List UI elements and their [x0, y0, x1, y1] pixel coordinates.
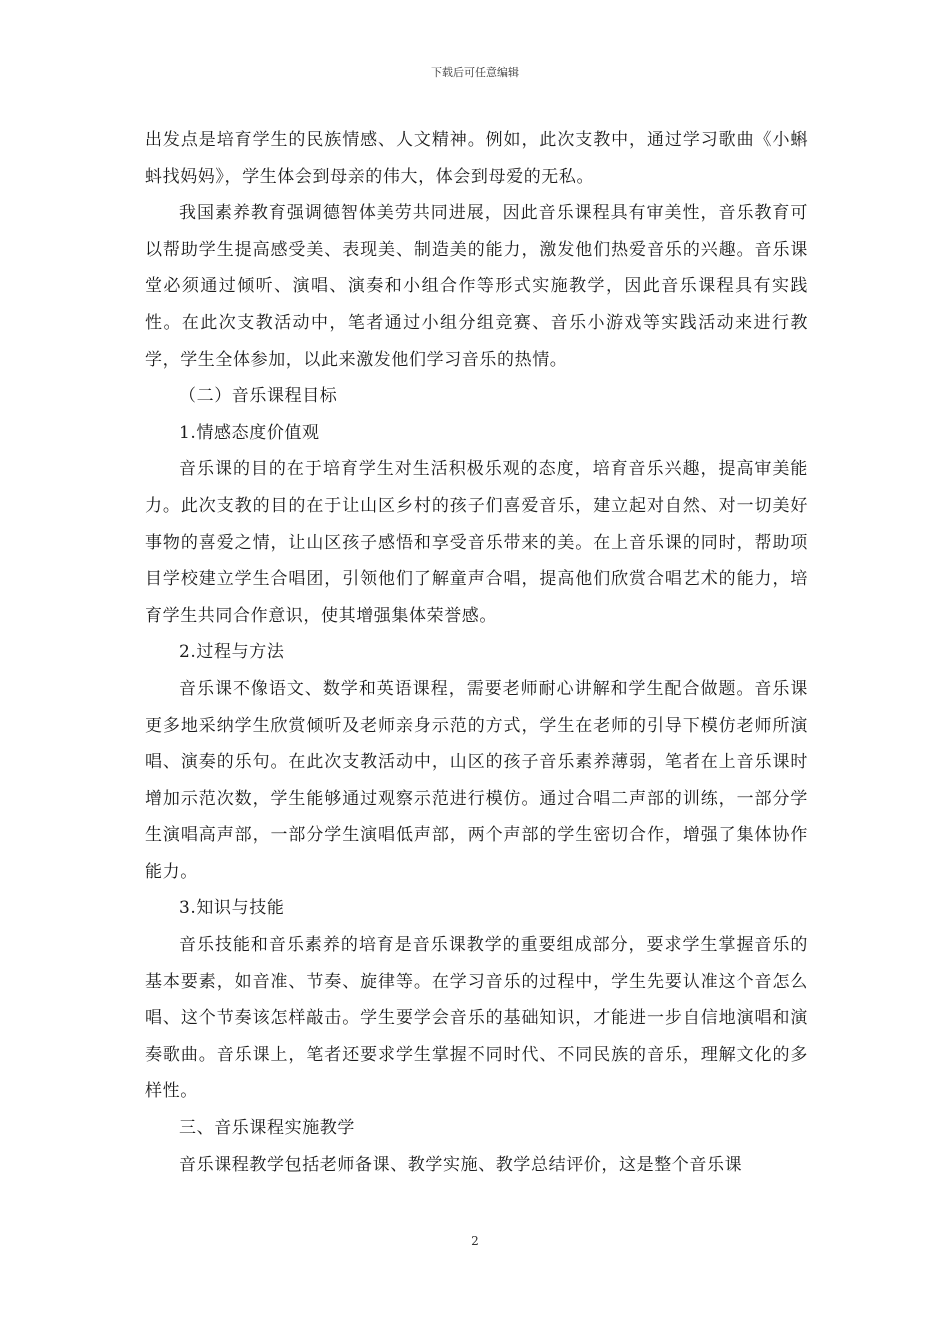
document-body: [145, 122, 808, 1183]
section-heading-music-goals: （二）音乐课程目标: [179, 386, 338, 407]
paragraph-3: 音乐课的目的在于培育学生对生活积极乐观的态度，培育音乐兴趣，提高审美能力。此次支教的目的在于让山区乡村的孩子们喜爱音乐，建立起对自然、对一切美好事物的喜爱之情，让山区孩子感悟和享受音乐带来的美。在上音乐课的同时，帮助项目学校建立学生合唱团，引领他们了解童声合唱，提高他们欣赏合唱艺术的能力，培育学生共同合作意识，使其增强集体荣誉感。: [145, 459, 808, 626]
paragraph-5: 音乐技能和音乐素养的培育是音乐课教学的重要组成部分，要求学生掌握音乐的基本要素，如音准、节奏、旋律等。在学习音乐的过程中，学生先要认准这个音怎么唱、这个节奏该怎样敲击。学生要学会音乐的基础知识，才能进一步自信地演唱和演奏歌曲。音乐课上，笔者还要求学生掌握不同时代、不同民族的音乐，理解文化的多样性。: [145, 935, 808, 1102]
page-header: 下载后可任意编辑: [431, 66, 519, 79]
subheading-knowledge-skills: 3.知识与技能: [179, 898, 285, 919]
section-heading-implementation: 三、音乐课程实施教学: [179, 1118, 355, 1139]
subheading-process-methods: 2.过程与方法: [179, 642, 285, 663]
subheading-emotion-values: 1.情感态度价值观: [179, 422, 320, 443]
paragraph-4: 音乐课不像语文、数学和英语课程，需要老师耐心讲解和学生配合做题。音乐课更多地采纳学生欣赏倾听及老师亲身示范的方式，学生在老师的引导下模仿老师所演唱、演奏的乐句。在此次支教活动中，山区的孩子音乐素养薄弱，笔者在上音乐课时增加示范次数，学生能够通过观察示范进行模仿。通过合唱二声部的训练，一部分学生演唱高声部，一部分学生演唱低声部，两个声部的学生密切合作，增强了集体协作能力。: [145, 678, 808, 882]
paragraph-2: 我国素养教育强调德智体美劳共同进展，因此音乐课程具有审美性，音乐教育可以帮助学生提高感受美、表现美、制造美的能力，激发他们热爱音乐的兴趣。音乐课堂必须通过倾听、演唱、演奏和小组合作等形式实施教学，因此音乐课程具有实践性。在此次支教活动中，笔者通过小组分组竞赛、音乐小游戏等实践活动来进行教学，学生全体参加，以此来激发他们学习音乐的热情。: [145, 203, 808, 370]
page-number: 2: [471, 1234, 479, 1248]
paragraph-6: 音乐课程教学包括老师备课、教学实施、教学总结评价，这是整个音乐课: [179, 1154, 743, 1175]
paragraph-1: 出发点是培育学生的民族情感、人文精神。例如，此次支教中，通过学习歌曲《小蝌蚪找妈妈》，学生体会到母亲的伟大，体会到母爱的无私。: [145, 130, 808, 187]
